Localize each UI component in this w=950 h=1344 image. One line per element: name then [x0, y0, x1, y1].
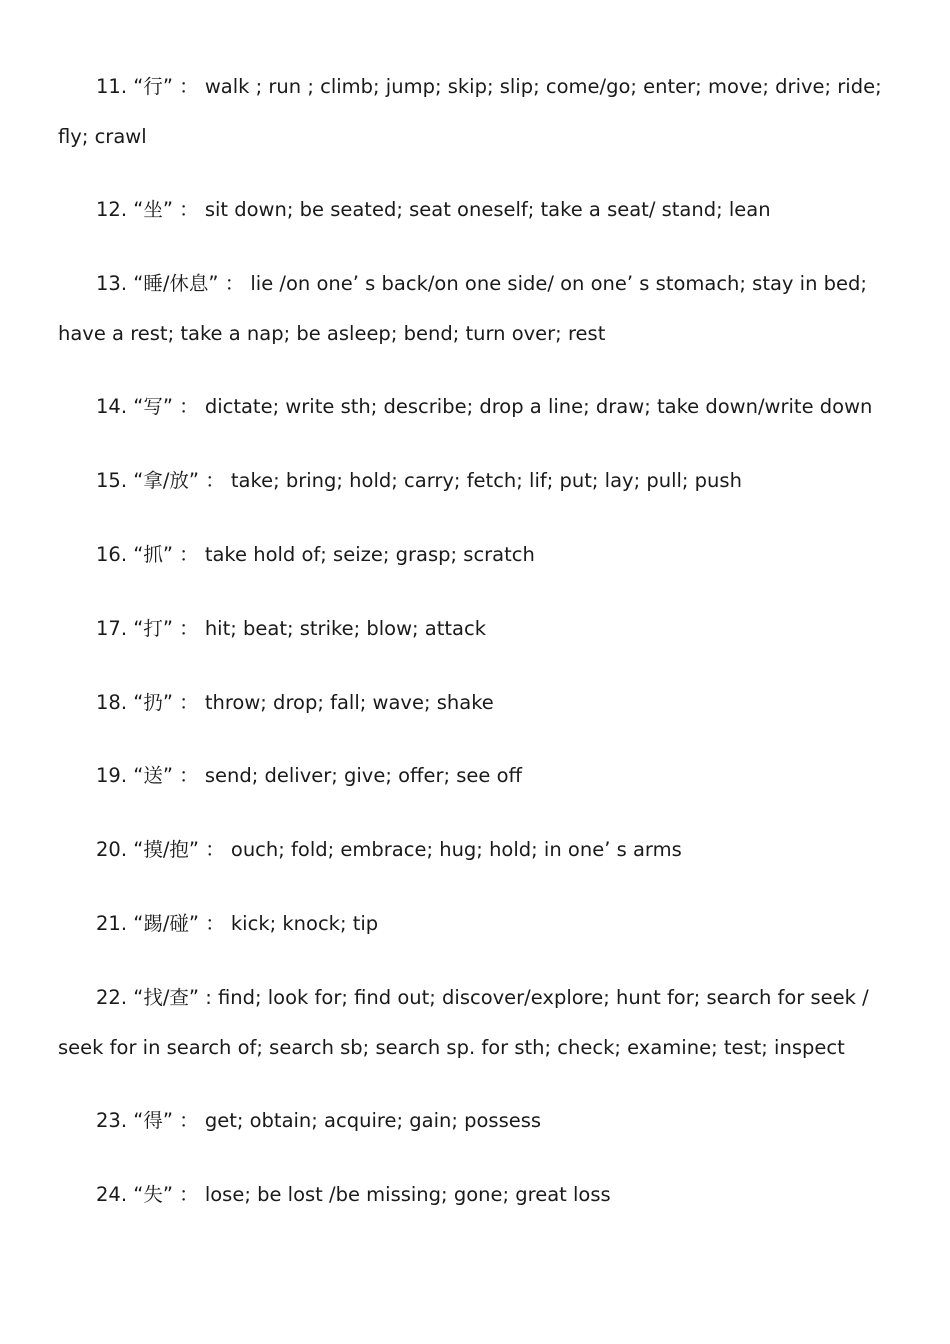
entry-number: 22.: [96, 986, 128, 1009]
entry-14: [58, 382, 898, 432]
entry-text: “睡/休息” ： lie /on one’ s back/on one side/ on one’ s stomach; stay in bed; have a rest; take a nap; be asleep; bend; turn over; rest: [58, 272, 867, 345]
entry-number: 16.: [96, 543, 128, 566]
entry-number: 12.: [96, 198, 128, 221]
entry-number: 13.: [96, 272, 128, 295]
entry-number: 17.: [96, 617, 128, 640]
entry-number: 15.: [96, 469, 128, 492]
entry-13: [58, 259, 898, 359]
entry-text: “抓” ： take hold of; seize; grasp; scratch: [133, 543, 535, 566]
entry-20: [58, 825, 898, 875]
entry-21: [58, 899, 898, 949]
entry-23: [58, 1096, 898, 1146]
entry-text: “写” ： dictate; write sth; describe; drop a line; draw; take down/write down: [133, 395, 873, 418]
entry-number: 18.: [96, 691, 128, 714]
entry-number: 11.: [96, 75, 128, 98]
entry-text: “坐” ： sit down; be seated; seat oneself; take a seat/ stand; lean: [133, 198, 771, 221]
entry-text: “拿/放” ： take; bring; hold; carry; fetch; lif; put; lay; pull; push: [133, 469, 742, 492]
entry-number: 19.: [96, 764, 128, 787]
entry-17: [58, 604, 898, 654]
entry-number: 20.: [96, 838, 128, 861]
entry-text: “失” ： lose; be lost /be missing; gone; great loss: [133, 1183, 611, 1206]
entry-text: “摸/抱” ： ouch; fold; embrace; hug; hold; in one’ s arms: [133, 838, 682, 861]
entry-16: [58, 530, 898, 580]
entry-text: “行” ： walk ; run ; climb; jump; skip; slip; come/go; enter; move; drive; ride; fly; crawl: [58, 75, 882, 148]
entry-text: “扔” ： throw; drop; fall; wave; shake: [133, 691, 494, 714]
entry-19: [58, 751, 898, 801]
entry-text: “踢/碰” ： kick; knock; tip: [133, 912, 379, 935]
entry-text: “送” ： send; deliver; give; offer; see off: [133, 764, 522, 787]
entry-24: [58, 1170, 898, 1220]
entry-15: [58, 456, 898, 506]
entry-11: [58, 62, 898, 162]
entry-text: “找/查” : find; look for; find out; discover/explore; hunt for; search for seek / seek for in search of; search sb; search sp. for sth; check; examine; test; inspect: [58, 986, 869, 1059]
entry-12: [58, 185, 898, 235]
entry-number: 24.: [96, 1183, 128, 1206]
entry-22: [58, 973, 898, 1073]
entry-number: 23.: [96, 1109, 128, 1132]
entry-number: 21.: [96, 912, 128, 935]
entry-text: “得” ： get; obtain; acquire; gain; possess: [133, 1109, 542, 1132]
entry-text: “打” ： hit; beat; strike; blow; attack: [133, 617, 486, 640]
entry-18: [58, 678, 898, 728]
entry-number: 14.: [96, 395, 128, 418]
